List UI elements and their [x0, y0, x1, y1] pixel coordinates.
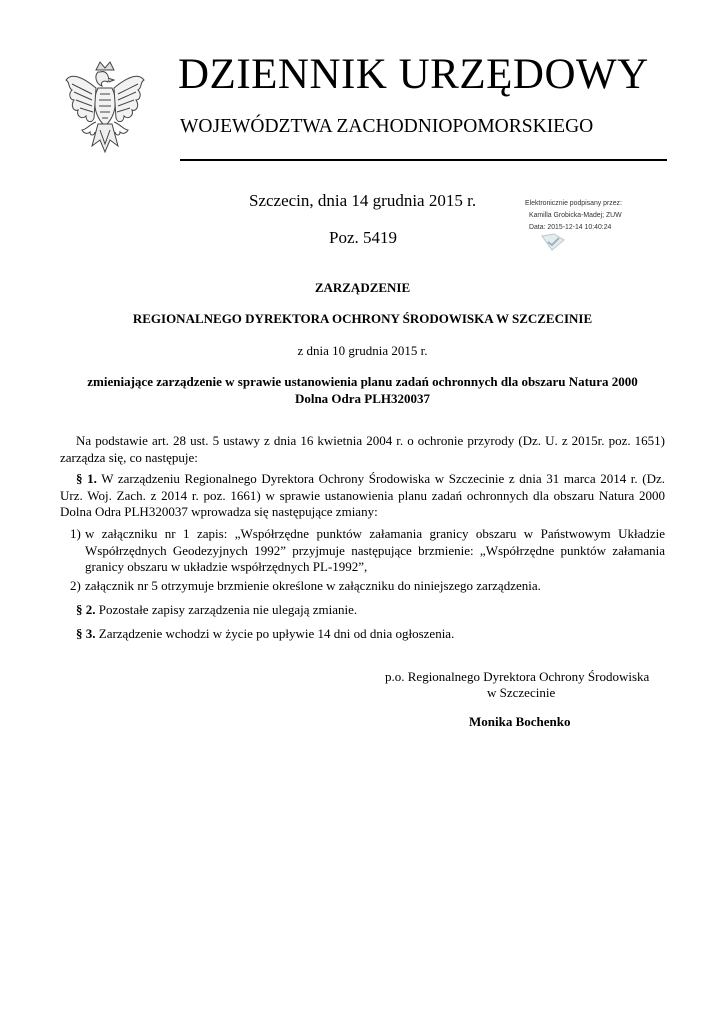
document-type: ZARZĄDZENIE: [314, 280, 411, 295]
section-2-mark: § 2.: [76, 602, 96, 617]
position-number: Poz. 5419: [329, 228, 397, 247]
section-3-mark: § 3.: [76, 626, 96, 641]
section-3-paragraph: [76, 626, 681, 643]
signature-check-icon: [540, 232, 566, 252]
section-1-paragraph: [60, 471, 665, 521]
list-item-number: 1): [70, 526, 81, 541]
list-item-text: załącznik nr 5 otrzymuje brzmienie określone w załączniku do niniejszego zarządzenia.: [85, 578, 541, 593]
list-item-text: w załączniku nr 1 zapis: „Współrzędne punktów załamania granicy obszaru w Państwowym Układzie Współrzędnych Geodezyjnych 1992” przyjmuje następujące brzmienie: „Współrzędne punktów załamania granicy obszaru w układzie współrzędnych PL-1992”,: [85, 526, 665, 574]
list-item-number: 2): [70, 578, 81, 593]
section-2-text: Pozostałe zapisy zarządzenia nie ulegają zmianie.: [95, 602, 358, 617]
gazette-title: DZIENNIK URZĘDOWY: [178, 51, 649, 98]
signatory-location: w Szczecinie: [487, 685, 556, 700]
signatory-name: Monika Bochenko: [469, 714, 571, 729]
section-3-text: Zarządzenie wchodzi w życie po upływie 14 dni od dnia ogłoszenia.: [95, 626, 455, 641]
section-2-paragraph: [76, 602, 681, 619]
gazette-subtitle: WOJEWÓDZTWA ZACHODNIOPOMORSKIEGO: [180, 116, 594, 137]
list-item: [60, 578, 665, 595]
document-date: z dnia 10 grudnia 2015 r.: [297, 343, 428, 358]
section-1-text: W zarządzeniu Regionalnego Dyrektora Ochrony Środowiska w Szczecinie z dnia 31 marca 2014 r. (Dz. Urz. Woj. Zach. z 2014 r. poz. 1661) w sprawie ustanowienia planu zadań ochronnych dla obszaru Natura 2000 Dolna Odra PLH320037 wprowadza się następujące zmiany:: [60, 471, 666, 519]
esign-date: Data: 2015-12-14 10:40:24: [529, 224, 612, 231]
esign-signer: Kamilla Grobicka-Madej; ZUW: [529, 212, 622, 219]
section-1-mark: § 1.: [76, 471, 97, 486]
legal-basis-paragraph: Na podstawie art. 28 ust. 5 ustawy z dnia 16 kwietnia 2004 r. o ochronie przyrody (Dz. U. z 2015r. poz. 1651) zarządza się, co następuje:: [60, 433, 665, 465]
signatory-role: p.o. Regionalnego Dyrektora Ochrony Środowiska: [385, 669, 650, 684]
header-divider: [180, 159, 667, 161]
place-and-date: Szczecin, dnia 14 grudnia 2015 r.: [249, 191, 477, 210]
polish-eagle-emblem-icon: [62, 60, 148, 164]
document-issuer: REGIONALNEGO DYREKTORA OCHRONY ŚRODOWISKA W SZCZECINIE: [132, 311, 593, 326]
esign-label: Elektronicznie podpisany przez:: [525, 200, 622, 207]
list-item: [60, 526, 665, 576]
document-subject: zmieniające zarządzenie w sprawie ustanowienia planu zadań ochronnych dla obszaru Natura 2000 Dolna Odra PLH320037: [87, 374, 638, 406]
